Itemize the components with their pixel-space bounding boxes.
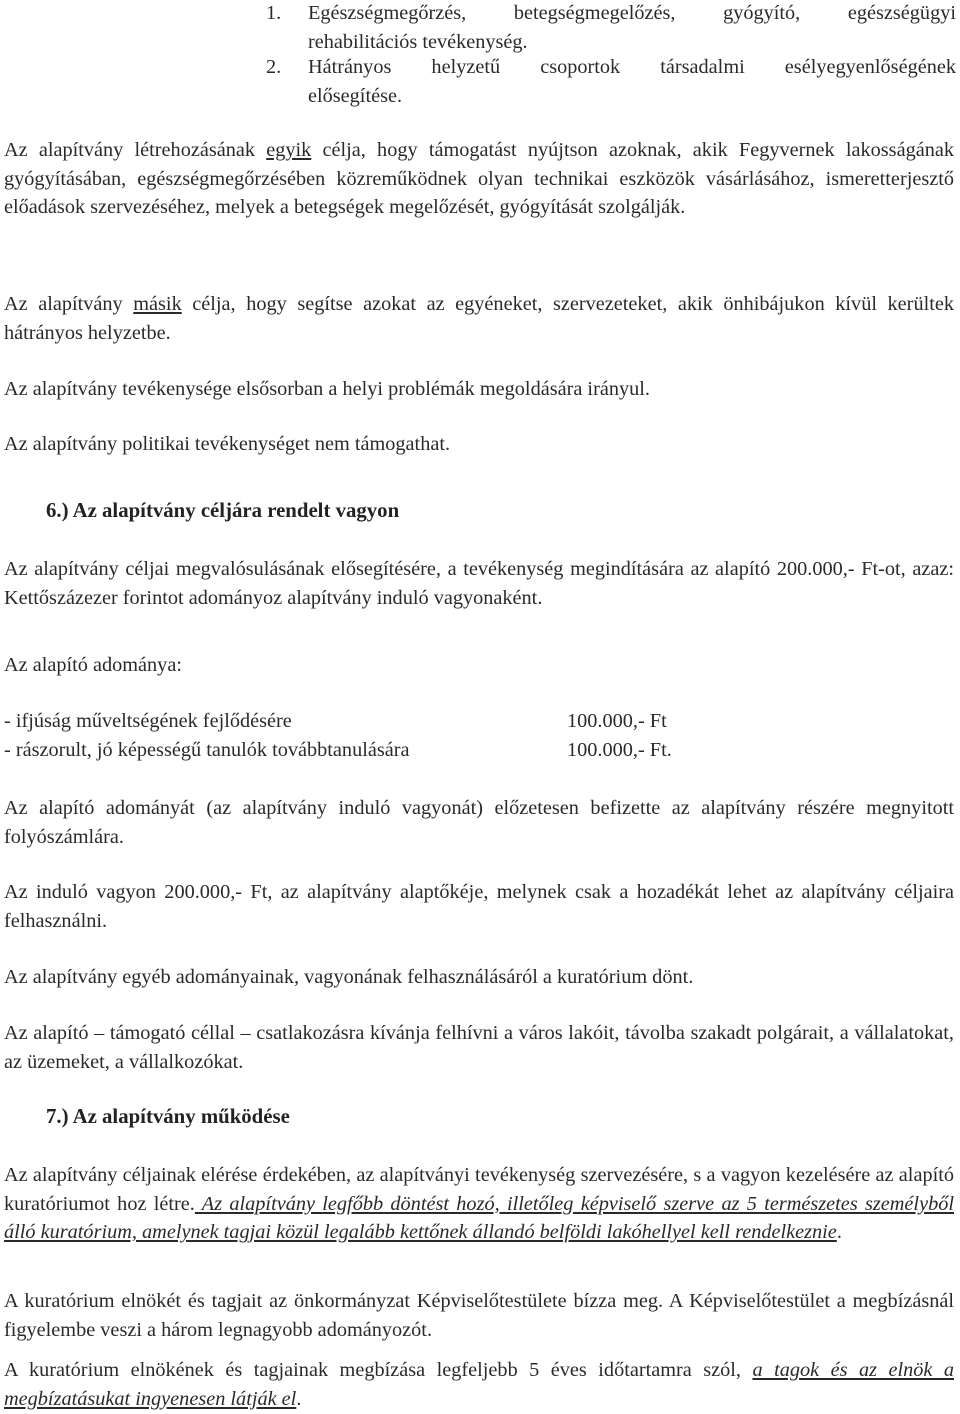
list-text-line: Egészségmegőrzés, betegségmegelőzés, gyógyító, egészségügyi bbox=[308, 2, 956, 24]
paragraph-text: . bbox=[836, 1221, 842, 1243]
paragraph: Az alapító adománya: bbox=[4, 654, 182, 676]
list-text bbox=[308, 0, 956, 56]
list-item bbox=[266, 0, 956, 56]
donation-row bbox=[4, 736, 954, 765]
list-item bbox=[266, 53, 956, 110]
donation-amount: 100.000,- Ft. bbox=[567, 739, 672, 761]
donation-row bbox=[4, 707, 954, 736]
underlined-italic-text: Az alapítvány legfőbb döntést hozó, illetőleg képviselő szerve az 5 természetes személyből álló kuratórium, amelynek tagjai közül legalább kettőnek állandó belföldi lakóhellyel kell rendelkeznie bbox=[4, 1192, 954, 1243]
section-heading: 6.) Az alapítvány céljára rendelt vagyon bbox=[46, 499, 400, 522]
paragraph bbox=[4, 290, 954, 347]
list-number: 2. bbox=[266, 56, 282, 78]
list-text-line: elősegítése. bbox=[308, 84, 403, 107]
list-text bbox=[308, 53, 956, 110]
paragraph-text: célja, hogy támogatást nyújtson azoknak, akik Fegyvernek lakosságának gyógyításában, egészségmegőrzésében közreműködnek olyan technikai eszközök vásárlásához, ismeretterjesztő előadások szervezéséhez, melyek a betegségek megelőzését, gyógyítását szolgálják. bbox=[4, 139, 954, 218]
list-text-line: rehabilitációs tevékenység. bbox=[308, 30, 528, 53]
paragraph-text: A kuratórium elnökének és tagjainak megbízása legfeljebb 5 éves időtartamra szól, bbox=[4, 1359, 753, 1381]
paragraph: Az alapító – támogató céllal – csatlakozásra kívánja felhívni a város lakóit, távolba szakadt polgárait, a vállalatokat, az üzemeket, a vállalkozókat. bbox=[4, 1022, 954, 1073]
list-text-line: Hátrányos helyzetű csoportok társadalmi esélyegyenlőségének bbox=[308, 56, 956, 78]
section-heading: 7.) Az alapítvány működése bbox=[46, 1105, 290, 1128]
paragraph-text: Az alapítvány céljainak elérése érdekében, az alapítványi tevékenység szervezésére, s a vagyon kezelésére az alapító kuratóriumot hoz létre. bbox=[4, 1164, 954, 1215]
paragraph: Az alapítvány céljai megvalósulásának elősegítésére, a tevékenység megindítására az alapító 200.000,- Ft-ot, azaz: Kettőszázezer forintot adományoz alapítvány induló vagyonaként. bbox=[4, 558, 954, 609]
underlined-word: egyik bbox=[266, 139, 312, 161]
paragraph: Az alapítvány egyéb adományainak, vagyonának felhasználásáról a kuratórium dönt. bbox=[4, 966, 694, 988]
list-number: 1. bbox=[266, 2, 282, 24]
paragraph-text: Az alapítvány létrehozásának bbox=[4, 139, 267, 161]
donation-amount: 100.000,- Ft bbox=[567, 710, 667, 732]
paragraph: Az alapítvány politikai tevékenységet nem támogathat. bbox=[4, 433, 451, 455]
paragraph-text: Az alapítvány bbox=[4, 293, 134, 315]
paragraph-text: . bbox=[296, 1387, 302, 1410]
paragraph: Az alapítvány tevékenysége elsősorban a helyi problémák megoldására irányul. bbox=[4, 378, 650, 400]
underlined-italic-text: a tagok és az elnök a megbízatásukat ingyenesen látják el bbox=[4, 1359, 954, 1410]
paragraph: Az alapító adományát (az alapítvány induló vagyonát) előzetesen befizette az alapítvány részére megnyitott folyószámlára. bbox=[4, 797, 954, 848]
donation-label: - rászorult, jó képességű tanulók továbbtanulására bbox=[4, 739, 410, 761]
donation-label: - ifjúság műveltségének fejlődésére bbox=[4, 710, 292, 732]
paragraph bbox=[4, 1356, 954, 1413]
paragraph: A kuratórium elnökét és tagjait az önkormányzat Képviselőtestülete bízza meg. A Képviselőtestület a megbízásnál figyelembe veszi a három legnagyobb adományozót. bbox=[4, 1290, 954, 1341]
underlined-word: másik bbox=[133, 293, 182, 315]
paragraph-text: célja, hogy segítse azokat az egyéneket, szervezeteket, akik önhibájukon kívül kerültek hátrányos helyzetbe. bbox=[4, 293, 954, 344]
paragraph bbox=[4, 1161, 954, 1247]
paragraph: Az induló vagyon 200.000,- Ft, az alapítvány alaptőkéje, melynek csak a hozadékát lehet az alapítvány céljaira felhasználni. bbox=[4, 881, 954, 932]
paragraph bbox=[4, 136, 954, 222]
